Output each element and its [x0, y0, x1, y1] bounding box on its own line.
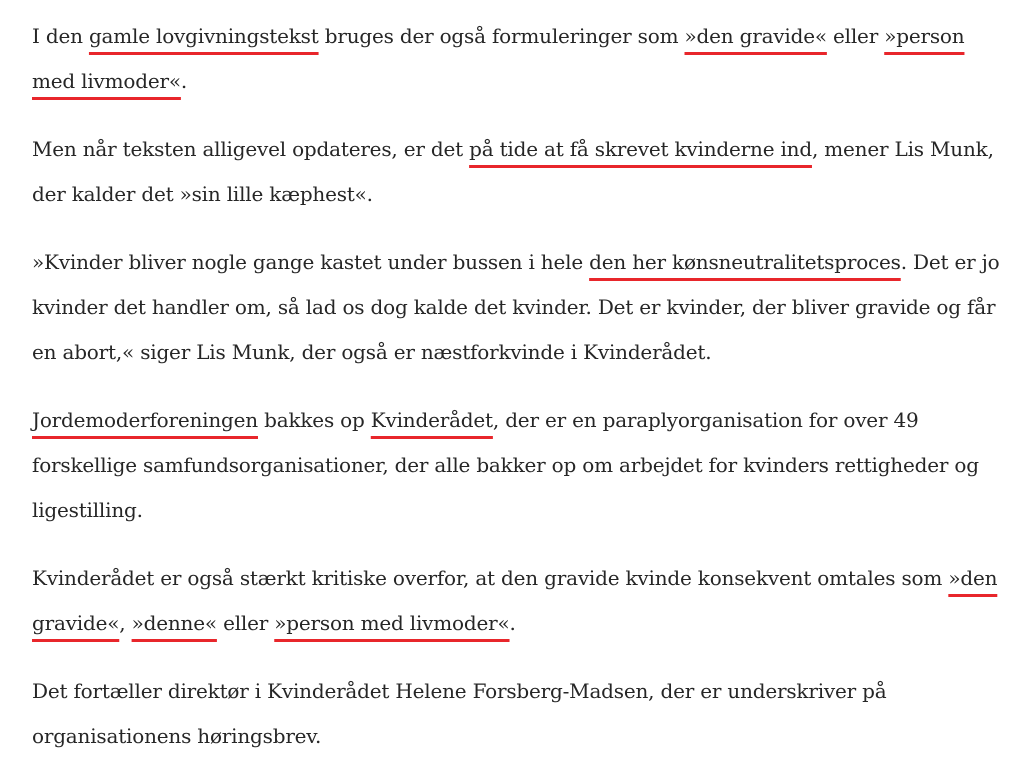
red-underline-annotation: Kvinderådet: [370, 408, 493, 432]
text-segment: Kvinderådet er også stærkt kritiske overfor, at den gravide kvinde konsekvent omtales som: [32, 566, 949, 590]
article-body: [32, 14, 1007, 782]
red-underline-annotation: »person med livmoder«: [32, 24, 965, 93]
red-underline-annotation: Jordemoderforeningen: [32, 408, 258, 432]
red-underline-annotation: »person med livmoder«: [274, 611, 510, 635]
text-segment: I den: [32, 24, 89, 48]
text-segment: ,: [119, 611, 132, 635]
text-segment: . Det er jo kvinder det handler om, så lad os dog kalde det kvinder. Det er kvinder, der bliver gravide og får en abort,« siger Lis Munk, der også er næstforkvinde i Kvinderådet.: [32, 250, 1000, 364]
red-underline-annotation: »den gravide«: [684, 24, 827, 48]
red-underline-annotation: den her kønsneutralitetsproces: [589, 250, 901, 274]
text-segment: Det fortæller direktør i Kvinderådet Helene Forsberg-Madsen, der er underskriver på organisationens høringsbrev.: [32, 679, 887, 748]
text-segment: bruges der også formuleringer som: [318, 24, 685, 48]
paragraph: [32, 669, 1007, 759]
text-segment: , der er en paraplyorganisation for over 49 forskellige samfundsorganisationer, der alle bakker op om arbejdet for kvinders rettigheder og ligestilling.: [32, 408, 979, 522]
paragraph: [32, 398, 1007, 533]
text-segment: , mener Lis Munk, der kalder det »sin lille kæphest«.: [32, 137, 994, 206]
text-segment: .: [509, 611, 516, 635]
text-segment: »Kvinder bliver nogle gange kastet under bussen i hele: [32, 250, 590, 274]
red-underline-annotation: på tide at få skrevet kvinderne ind: [469, 137, 812, 161]
text-segment: .: [180, 69, 188, 93]
text-segment: bakkes op: [257, 408, 371, 432]
text-segment: Men når teksten alligevel opdateres, er det: [32, 137, 470, 161]
paragraph: [32, 14, 1007, 104]
paragraph: [32, 240, 1007, 375]
red-underline-annotation: »den gravide«: [32, 566, 998, 635]
red-underline-annotation: gamle lovgivningstekst: [88, 24, 319, 48]
red-underline-annotation: »denne«: [131, 611, 217, 635]
paragraph: [32, 127, 1007, 217]
text-segment: eller: [826, 24, 885, 48]
text-segment: eller: [216, 611, 275, 635]
paragraph: [32, 556, 1007, 646]
